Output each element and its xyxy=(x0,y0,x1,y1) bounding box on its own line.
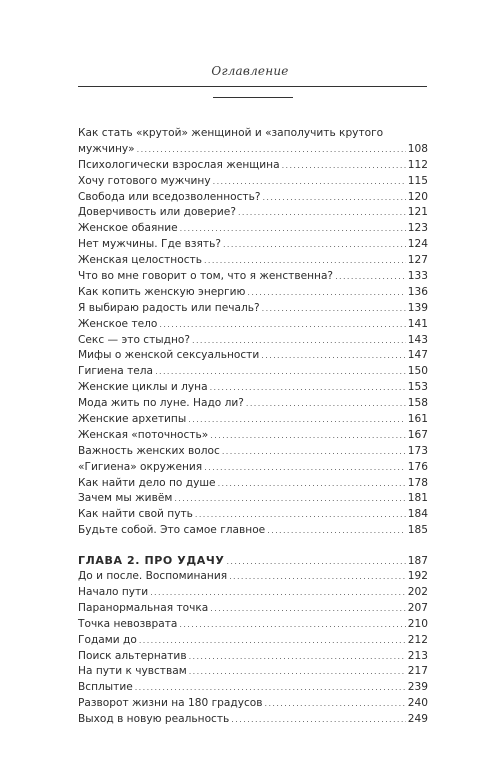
toc-entry-title: Важность женских волос xyxy=(78,444,220,457)
toc-entry-title: Гигиена тела xyxy=(78,365,154,378)
toc-page-number: 121 xyxy=(407,206,428,219)
toc-page-number: 153 xyxy=(407,381,428,394)
toc-entry-title: Секс — это стыдно? xyxy=(78,333,191,346)
toc-entry xyxy=(78,412,428,428)
toc-entry-title-line: Как стать «крутой» женщиной и «заполучить крутого xyxy=(78,127,384,139)
dot-leader xyxy=(210,380,406,396)
toc-entry xyxy=(78,190,428,206)
dot-leader xyxy=(135,680,406,696)
toc-entry xyxy=(78,253,428,269)
toc-entry-title: Свобода или вседозволенность? xyxy=(78,190,261,203)
dot-leader xyxy=(189,649,406,665)
toc-page-number: 192 xyxy=(407,570,428,583)
toc-entry xyxy=(78,444,428,460)
toc-entry xyxy=(78,649,428,665)
toc-page-number: 217 xyxy=(407,665,428,678)
toc-entry-title: «Гигиена» окружения xyxy=(78,460,203,473)
toc-entry-title: Паранормальная точка xyxy=(78,601,209,614)
dot-leader xyxy=(139,633,406,649)
toc-page-number: 176 xyxy=(407,460,428,473)
toc-entry xyxy=(78,221,428,237)
dot-leader xyxy=(226,554,405,570)
toc-page-number: 112 xyxy=(407,158,428,171)
chapter-heading xyxy=(78,553,428,569)
header-rule-short xyxy=(213,97,293,98)
toc-entry xyxy=(78,633,428,649)
toc-entry-title: Женская целостность xyxy=(78,254,202,267)
toc-page-number: 202 xyxy=(407,585,428,598)
toc-entry xyxy=(78,158,428,174)
toc-page-number: 167 xyxy=(407,428,428,441)
toc-entry xyxy=(78,460,428,476)
toc-entry-title: До и после. Воспоминания xyxy=(78,570,228,583)
chapter-entry-list xyxy=(78,569,428,728)
dot-leader xyxy=(247,285,405,301)
toc-entry xyxy=(78,585,428,601)
running-title: Оглавление xyxy=(211,64,289,78)
toc-entry xyxy=(78,523,428,539)
dot-leader xyxy=(246,396,406,412)
toc-page-number: 178 xyxy=(407,476,428,489)
section-entry-list xyxy=(78,158,428,539)
toc-page-number: 173 xyxy=(407,444,428,457)
chapter-page-number: 187 xyxy=(407,555,428,568)
toc-entry xyxy=(78,142,428,158)
toc-page-number: 141 xyxy=(407,317,428,330)
toc-entry xyxy=(78,333,428,349)
dot-leader xyxy=(261,348,406,364)
toc-entry-title: Доверчивость или доверие? xyxy=(78,206,236,219)
dot-leader xyxy=(137,142,406,158)
toc-entry-title: Женские архетипы xyxy=(78,413,187,426)
dot-leader xyxy=(223,237,406,253)
toc-entry-title: На пути к чувствам xyxy=(78,665,187,678)
toc-page-number: 127 xyxy=(407,254,428,267)
dot-leader xyxy=(195,507,406,523)
toc-entry xyxy=(78,364,428,380)
toc-page-number: 158 xyxy=(407,397,428,410)
toc-page-number: 115 xyxy=(407,174,428,187)
dot-leader xyxy=(222,444,406,460)
toc-entry-title: Как найти свой путь xyxy=(78,508,193,521)
toc-entry-title: Начало пути xyxy=(78,585,149,598)
toc-entry-title: Будьте собой. Это самое главное xyxy=(78,524,266,537)
toc-page-number: 212 xyxy=(407,633,428,646)
dot-leader xyxy=(204,253,406,269)
toc-entry-title: Всплытие xyxy=(78,681,133,694)
toc-page-number: 181 xyxy=(407,492,428,505)
toc-entry xyxy=(78,285,428,301)
toc-entry-title: Поиск альтернатив xyxy=(78,649,187,662)
toc-entry-title: Разворот жизни на 180 градусов xyxy=(78,697,263,710)
dot-leader xyxy=(218,476,406,492)
toc-page-number: 239 xyxy=(407,681,428,694)
toc-entry-title: Годами до xyxy=(78,633,137,646)
toc-page-number: 133 xyxy=(407,270,428,283)
toc-page-number: 150 xyxy=(407,365,428,378)
toc-entry xyxy=(78,476,428,492)
toc-page-number: 143 xyxy=(407,333,428,346)
toc-entry xyxy=(78,712,428,728)
toc-entry xyxy=(78,507,428,523)
header-rule xyxy=(78,86,427,87)
dot-leader xyxy=(174,491,405,507)
dot-leader xyxy=(335,269,406,285)
toc-entry-title: Женское обаяние xyxy=(78,222,178,235)
toc-page-number: 139 xyxy=(407,301,428,314)
toc-entry-title: Женские циклы и луна xyxy=(78,381,208,394)
toc-entry xyxy=(78,317,428,333)
dot-leader xyxy=(229,569,406,585)
toc-entry xyxy=(78,237,428,253)
toc-entry xyxy=(78,396,428,412)
toc-entry xyxy=(78,380,428,396)
dot-leader xyxy=(192,333,406,349)
toc-entry-title: Точка невозврата xyxy=(78,617,178,630)
dot-leader xyxy=(155,364,406,380)
toc-entry xyxy=(78,680,428,696)
dot-leader xyxy=(262,190,405,206)
toc-entry-title: Хочу готового мужчину xyxy=(78,174,211,187)
toc-entry xyxy=(78,428,428,444)
dot-leader xyxy=(265,696,406,712)
toc-entry xyxy=(78,269,428,285)
toc-page-number: 120 xyxy=(407,190,428,203)
toc-entry xyxy=(78,601,428,617)
dot-leader xyxy=(189,664,406,680)
dot-leader xyxy=(267,523,406,539)
toc-entry xyxy=(78,205,428,221)
toc-entry-title: мужчину» xyxy=(78,142,135,155)
toc-page-number: 123 xyxy=(407,222,428,235)
toc-page-number: 249 xyxy=(407,713,428,726)
toc-entry-title: Что во мне говорит о том, что я женственна? xyxy=(78,270,334,283)
dot-leader xyxy=(159,317,405,333)
toc-page-number: 136 xyxy=(407,285,428,298)
toc-page-number: 184 xyxy=(407,508,428,521)
toc-entry xyxy=(78,174,428,190)
toc-entry-title: Психологически взрослая женщина xyxy=(78,158,280,171)
table-of-contents xyxy=(78,126,428,728)
toc-entry-title: Женское тело xyxy=(78,317,158,330)
dot-leader xyxy=(204,460,406,476)
toc-entry xyxy=(78,664,428,680)
toc-page-number: 185 xyxy=(407,524,428,537)
toc-entry xyxy=(78,696,428,712)
toc-entry-title: Как копить женскую энергию xyxy=(78,285,246,298)
toc-page-number: 213 xyxy=(407,649,428,662)
chapter-title: ГЛАВА 2. ПРО УДАЧУ xyxy=(78,554,225,568)
toc-entry-title: Мода жить по луне. Надо ли? xyxy=(78,397,244,410)
toc-entry-title: Зачем мы живём xyxy=(78,492,173,505)
toc-entry-title: Как найти дело по душе xyxy=(78,476,216,489)
dot-leader xyxy=(188,412,406,428)
dot-leader xyxy=(262,301,406,317)
toc-entry xyxy=(78,569,428,585)
toc-entry xyxy=(78,491,428,507)
toc-page-number: 161 xyxy=(407,413,428,426)
toc-entry xyxy=(78,617,428,633)
toc-entry-title: Женская «поточность» xyxy=(78,428,209,441)
dot-leader xyxy=(210,428,406,444)
dot-leader xyxy=(238,205,406,221)
dot-leader xyxy=(150,585,406,601)
dot-leader xyxy=(180,221,406,237)
toc-entry xyxy=(78,301,428,317)
dot-leader xyxy=(179,617,405,633)
toc-page-number: 147 xyxy=(407,349,428,362)
dot-leader xyxy=(231,712,405,728)
dot-leader xyxy=(210,601,406,617)
toc-entry-title: Я выбираю радость или печаль? xyxy=(78,301,260,314)
toc-entry-title: Мифы о женской сексуальности xyxy=(78,349,260,362)
dot-leader xyxy=(282,158,406,174)
toc-page-number: 124 xyxy=(407,238,428,251)
toc-entry xyxy=(78,348,428,364)
toc-entry-title: Нет мужчины. Где взять? xyxy=(78,238,221,251)
toc-entry-title: Выход в новую реальность xyxy=(78,713,230,726)
dot-leader xyxy=(213,174,406,190)
toc-page-number: 210 xyxy=(407,617,428,630)
toc-page-number: 108 xyxy=(407,142,428,155)
toc-page-number: 207 xyxy=(407,601,428,614)
toc-page-number: 240 xyxy=(407,697,428,710)
